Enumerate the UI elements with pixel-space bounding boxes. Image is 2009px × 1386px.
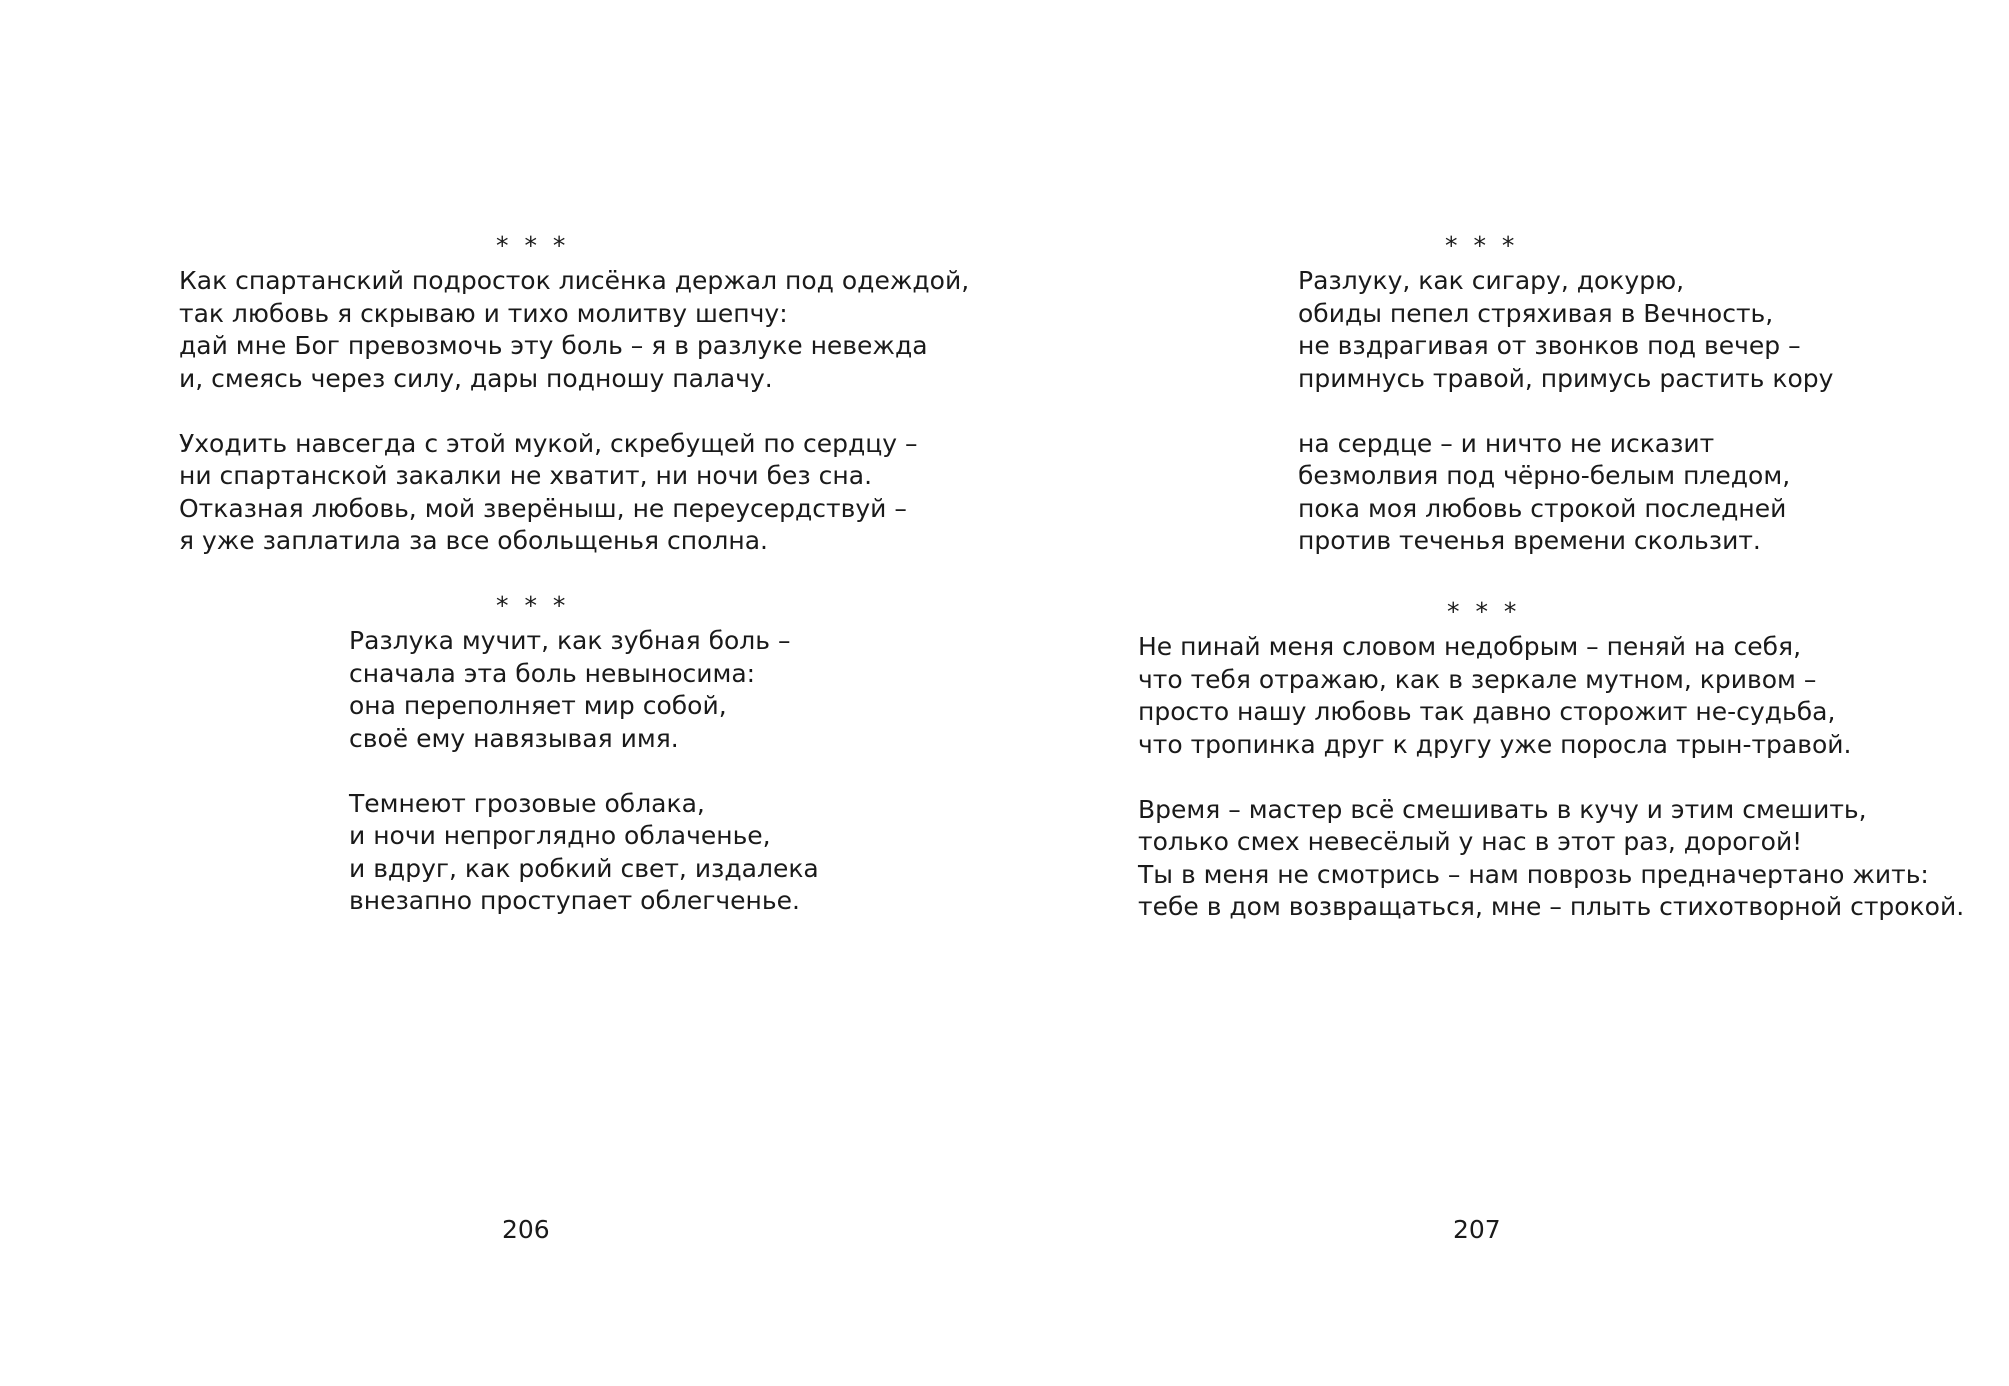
poem-line: что тропинка друг к другу уже поросла трын-травой. — [1138, 729, 1852, 759]
poem-separator: * * * — [496, 591, 570, 620]
poem-line: что тебя отражаю, как в зеркале мутном, кривом – — [1138, 664, 1817, 694]
poem-line: Уходить навсегда с этой мукой, скребущей по сердцу – — [179, 428, 918, 458]
stanza — [1138, 631, 1964, 761]
poem-line: против теченья времени скользит. — [1298, 526, 1761, 555]
stanza — [1138, 794, 1964, 924]
poem-line: и, смеясь через силу, дары подношу палачу. — [179, 363, 773, 393]
poem-line: я уже заплатила за все обольщенья сполна. — [179, 526, 769, 555]
stanza — [1298, 265, 1833, 395]
poem-line: Темнеют грозовые облака, — [349, 788, 705, 818]
poem-separator: * * * — [1447, 597, 1521, 626]
poem-line: ни спартанской закалки не хватит, ни ночи без сна. — [179, 461, 873, 490]
poem-spartan — [179, 265, 969, 558]
poem-line: только смех невесёлый у нас в этот раз, дорогой! — [1138, 827, 1803, 856]
page-number: 207 — [1453, 1215, 1501, 1244]
poem-line: просто нашу любовь так давно сторожит не-судьба, — [1138, 697, 1836, 726]
poem-line: не вздрагивая от звонков под вечер – — [1298, 331, 1801, 360]
poem-toothache — [349, 625, 819, 918]
poem-line: тебе в дом возвращаться, мне – плыть стихотворной строкой. — [1138, 892, 1965, 921]
poem-mirror — [1138, 631, 1964, 924]
page-number: 206 — [502, 1215, 550, 1244]
poem-line: пока моя любовь строкой последней — [1298, 493, 1787, 523]
poem-line: своё ему навязывая имя. — [349, 723, 679, 753]
right-page — [1004, 0, 2009, 1386]
poem-line: примнусь травой, примусь растить кору — [1298, 363, 1834, 393]
poem-line: Отказная любовь, мой зверёныш, не переусердствуй – — [179, 493, 907, 523]
poem-line: и вдруг, как робкий свет, издалека — [349, 853, 819, 883]
poem-line: Как спартанский подросток лисёнка держал под одеждой, — [179, 266, 970, 295]
poem-line: и ночи непроглядно облаченье, — [349, 821, 771, 850]
poem-separator: * * * — [496, 231, 570, 260]
poem-line: обиды пепел стряхивая в Вечность, — [1298, 298, 1774, 328]
poem-line: на сердце – и ничто не исказит — [1298, 428, 1715, 458]
stanza — [1298, 428, 1833, 558]
poem-line: безмолвия под чёрно-белым пледом, — [1298, 461, 1791, 490]
poem-line: сначала эта боль невыносима: — [349, 658, 756, 688]
poem-line: она переполняет мир собой, — [349, 691, 727, 720]
poem-separator: * * * — [1445, 231, 1519, 260]
poem-line: так любовь я скрываю и тихо молитву шепчу: — [179, 298, 788, 328]
poem-line: Разлука мучит, как зубная боль – — [349, 626, 791, 655]
poem-line: Время – мастер всё смешивать в кучу и этим смешить, — [1138, 794, 1867, 824]
poem-line: внезапно проступает облегченье. — [349, 886, 800, 915]
left-page — [0, 0, 1004, 1386]
poem-line: Ты в меня не смотрись – нам поврозь предначертано жить: — [1138, 859, 1929, 889]
poem-cigar — [1298, 265, 1833, 558]
stanza — [179, 265, 969, 395]
stanza — [349, 788, 819, 918]
stanza — [349, 625, 819, 755]
poem-line: Разлуку, как сигару, докурю, — [1298, 266, 1685, 295]
poem-line: дай мне Бог превозмочь эту боль – я в разлуке невежда — [179, 331, 928, 360]
stanza — [179, 428, 969, 558]
poem-line: Не пинай меня словом недобрым – пеняй на себя, — [1138, 632, 1802, 661]
